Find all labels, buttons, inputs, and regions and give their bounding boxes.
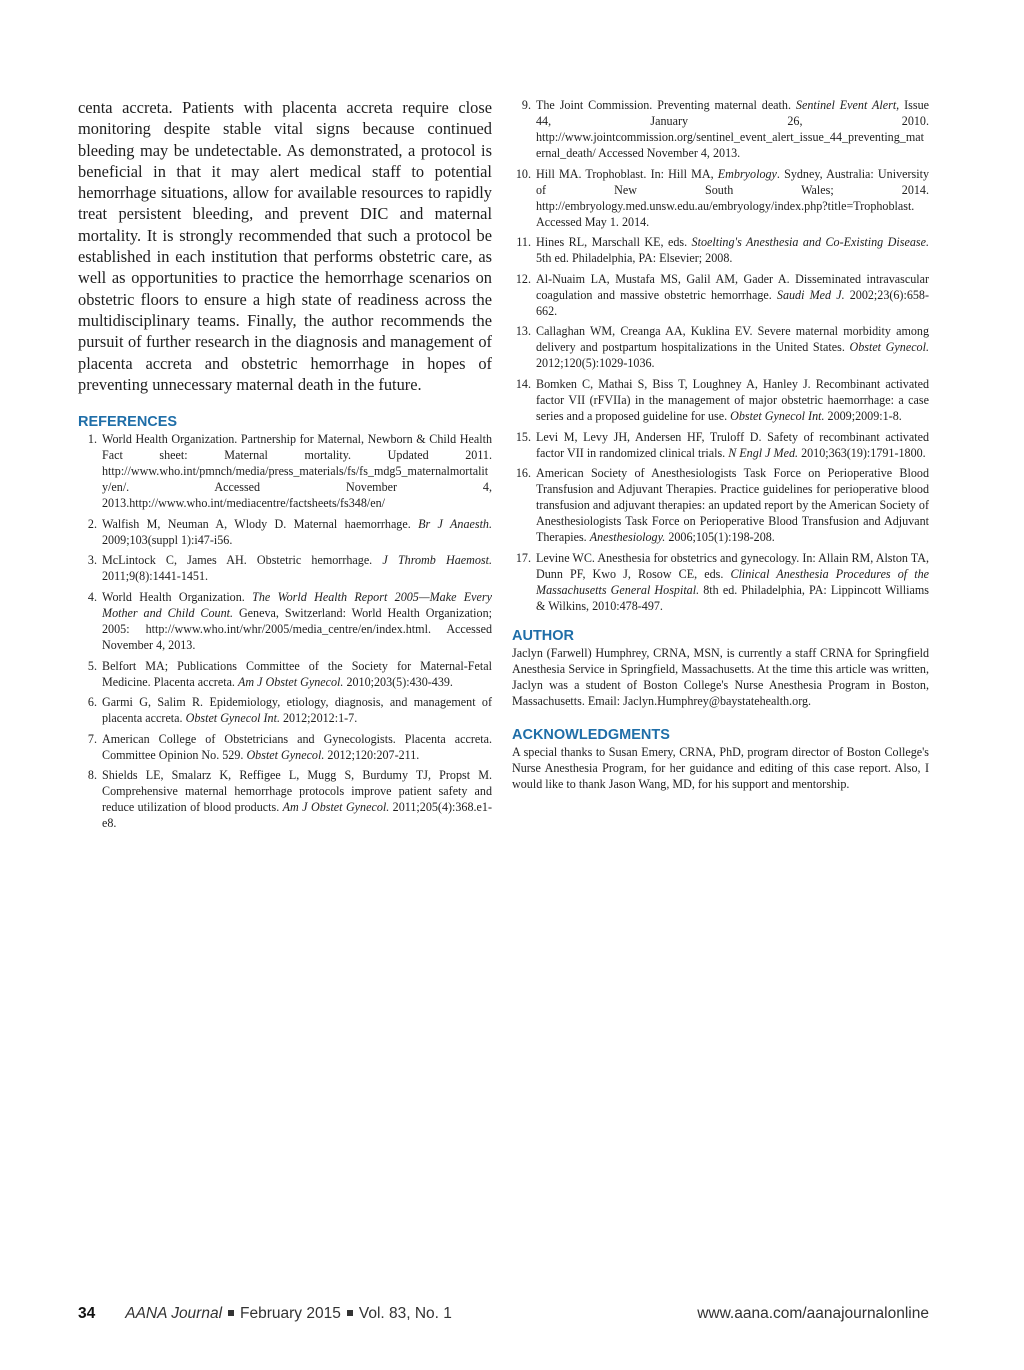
reference-item: 7. American College of Obstetricians and Gynecologists. Placenta accreta. Committee Opinion No. 529. Obstet Gynecol. 2012;120:207-211. bbox=[87, 731, 492, 762]
square-bullet-icon bbox=[347, 1310, 353, 1316]
reference-item: 11. Hines RL, Marschall KE, eds. Stoelting's Anesthesia and Co-Existing Disease. 5th ed. Philadelphia, PA: Elsevier; 2008. bbox=[516, 235, 929, 266]
page-number: 34 bbox=[78, 1305, 96, 1322]
reference-item: 3. McLintock C, James AH. Obstetric hemorrhage. J Thromb Haemost. 2011;9(8):1441-1451. bbox=[87, 553, 492, 584]
footer-citation bbox=[78, 1305, 452, 1323]
reference-item: 14. Bomken C, Mathai S, Biss T, Loughney A, Hanley J. Recombinant activated factor VII (rFVIIa) in the management of major obstetric haemorrhage: a case series and a proposed guideline for use. Obstet Gynecol Int. 2009;2009:1-8. bbox=[515, 376, 929, 423]
author-bio: Jaclyn (Farwell) Humphrey, CRNA, MSN, is currently a staff CRNA for Springfield Anesthesia Service in Springfield, Massachusetts. At the time this article was written, Jaclyn was a student of Boston College's Nurse Anesthesia Program in Boston, Massachusetts. Email: Jaclyn.Humphrey@baystatehealth.org. bbox=[512, 645, 929, 708]
body-paragraph: centa accreta. Patients with placenta accreta require close monitoring despite stable vital signs because continued bleeding may be undetectable. As demonstrated, a protocol is beneficial in that it may alert medical staff to potential hemorrhage situations, allow for available resources to rapidly treat persistent bleeding, and prevent DIC and maternal mortality. It is strongly recommended that such a protocol be established in each institution that performs obstetric care, as well as opportunities to practice the hemorrhage scenarios on obstetric floors to ensure a high state of readiness across the multidisciplinary teams. Finally, the author recommends the pursuit of further research in the diagnosis and management of placenta accreta and obstetric hemorrhage in hopes of preventing unnecessary maternal death in the future. bbox=[78, 98, 492, 394]
author-heading: AUTHOR bbox=[512, 627, 575, 644]
right-column bbox=[512, 97, 929, 792]
reference-item: 12. Al-Nuaim LA, Mustafa MS, Galil AM, Gader A. Disseminated intravascular coagulation and massive obstetric hemorrhage. Saudi Med J. 2002;23(6):658-662. bbox=[515, 271, 929, 318]
volume-number: Vol. 83, No. 1 bbox=[358, 1305, 452, 1322]
reference-item: 13. Callaghan WM, Creanga AA, Kuklina EV. Severe maternal morbidity among delivery and postpartum hospitalizations in the United States. Obstet Gynecol. 2012;120(5):1029-1036. bbox=[515, 324, 929, 371]
issue-date: February 2015 bbox=[240, 1305, 341, 1322]
reference-item: 16. American Society of Anesthesiologists Task Force on Perioperative Blood Transfusion and Adjuvant Therapies. Practice guidelines for perioperative blood transfusion and adjuvant therapies: an updated report by the American Society of Anesthesiologists Task Force on Perioperative Blood Transfusion and Adjuvant Therapies. Anesthesiology. 2006;105(1):198-208. bbox=[515, 466, 929, 545]
reference-item: 9. The Joint Commission. Preventing maternal death. Sentinel Event Alert, Issue 44, January 26, 2010. http://www.jointcommission.org/sentinel_event_alert_issue_44_preventing_maternal_death/ Accessed November 4, 2013. bbox=[521, 98, 929, 160]
journal-url: www.aana.com/aanajournalonline bbox=[697, 1305, 929, 1322]
references-heading: REFERENCES bbox=[78, 414, 178, 431]
reference-item: 5. Belfort MA; Publications Committee of the Society for Maternal-Fetal Medicine. Placenta accreta. Am J Obstet Gynecol. 2010;203(5):430-439. bbox=[87, 658, 492, 689]
reference-list-left bbox=[78, 431, 492, 831]
reference-item: 1. World Health Organization. Partnership for Maternal, Newborn & Child Health Fact sheet: Maternal mortality. Updated 2011. http://www.who.int/pmnch/media/press_materials/fs/fs_mdg5_maternalmortality/en/. Accessed November 4, 2013.http://www.who.int/mediacentre/factsheets/fs348/en/ bbox=[87, 432, 492, 511]
reference-item: 2. Walfish M, Neuman A, Wlody D. Maternal haemorrhage. Br J Anaesth. 2009;103(suppl 1):i47-i56. bbox=[87, 516, 492, 547]
reference-list-right bbox=[512, 97, 929, 614]
acknowledgments-text: A special thanks to Susan Emery, CRNA, PhD, program director of Boston College's Nurse Anesthesia Program, for her guidance and editing of this case report. Also, I would like to thank Jason Wang, MD, for his support and mentorship. bbox=[512, 744, 929, 791]
reference-item: 17. Levine WC. Anesthesia for obstetrics and gynecology. In: Allain RM, Alston TA, Dunn PF, Kwo J, Rosow CE, eds. Clinical Anesthesia Procedures of the Massachusetts General Hospital. 8th ed. Philadelphia, PA: Lippincott Williams & Wilkins, 2010:478-497. bbox=[515, 550, 929, 613]
left-column bbox=[78, 97, 492, 836]
reference-item: 15. Levi M, Levy JH, Andersen HF, Truloff D. Safety of recombinant activated factor VII in randomized clinical trials. N Engl J Med. 2010;363(19):1791-1800. bbox=[515, 429, 929, 460]
reference-item: 10. Hill MA. Trophoblast. In: Hill MA, Embryology. Sydney, Australia: University of New South Wales; 2014. http://embryology.med.unsw.edu.au/embryology/index.php?title=Trophoblast. Accessed May 1. 2014. bbox=[515, 166, 929, 229]
reference-item: 4. World Health Organization. The World Health Report 2005—Make Every Mother and Child Count. Geneva, Switzerland: World Health Organization; 2005: http://www.who.int/whr/2005/media_centre/en/index.html. Accessed November 4, 2013. bbox=[87, 589, 492, 652]
page-footer bbox=[78, 1305, 929, 1325]
reference-item: 6. Garmi G, Salim R. Epidemiology, etiology, diagnosis, and management of placenta accreta. Obstet Gynecol Int. 2012;2012:1-7. bbox=[87, 695, 492, 726]
square-bullet-icon bbox=[228, 1310, 234, 1316]
reference-item: 8. Shields LE, Smalarz K, Reffigee L, Mugg S, Burdumy TJ, Propst M. Comprehensive maternal hemorrhage protocols improve patient safety and reduce utilization of blood products. Am J Obstet Gynecol. 2011;205(4):368.e1-e8. bbox=[87, 768, 492, 831]
acknowledgments-heading: ACKNOWLEDGMENTS bbox=[512, 726, 670, 743]
journal-name: AANA Journal bbox=[125, 1305, 223, 1322]
